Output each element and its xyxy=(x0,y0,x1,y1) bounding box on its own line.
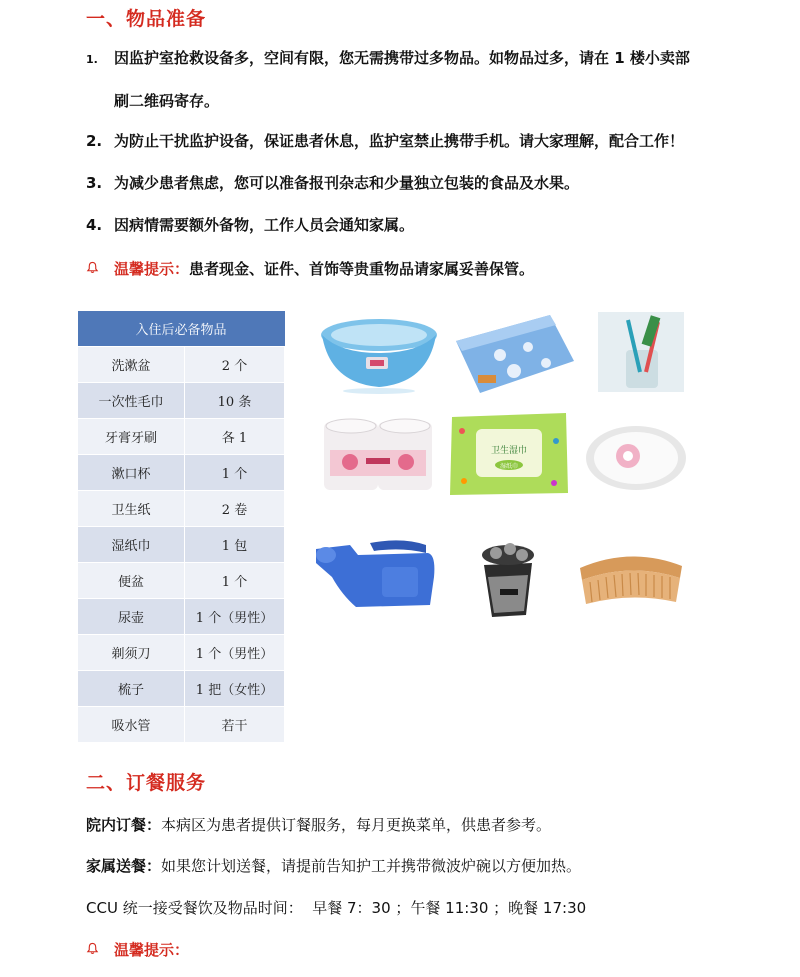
section2-title: 二、订餐服务 xyxy=(86,772,207,794)
table-row xyxy=(78,347,285,383)
table-row xyxy=(78,635,285,671)
paragraph-text: 如果您计划送餐，请提前告知护工并携带微波炉碗以方便加热。 xyxy=(161,857,582,875)
table-row xyxy=(78,527,285,563)
paragraph-label: 院内订餐： xyxy=(86,816,162,834)
paragraph-text: 本病区为患者提供订餐服务，每月更换菜单，供患者参考。 xyxy=(161,816,552,834)
item-text: 为防止干扰监护设备，保证患者休息，监护室禁止携带手机。请大家理解，配合工作！ xyxy=(114,132,685,150)
family-meal-paragraph xyxy=(86,855,581,876)
item-name: 牙膏牙刷 xyxy=(78,419,185,455)
table-row xyxy=(78,455,285,491)
item-quantity: 2 个 xyxy=(185,347,285,383)
item-number: 3. xyxy=(86,174,103,192)
item-quantity: 1 个（男性） xyxy=(185,635,285,671)
table-row xyxy=(78,419,285,455)
item-name: 湿纸巾 xyxy=(78,527,185,563)
table-header: 入住后必备物品 xyxy=(78,311,285,347)
item-quantity: 各 1 xyxy=(185,419,285,455)
table-row xyxy=(78,707,285,743)
item-number: 1. xyxy=(86,53,98,66)
table-row xyxy=(78,383,285,419)
list-item xyxy=(86,131,684,151)
item-quantity: 1 把（女性） xyxy=(185,671,285,707)
item-name: 吸水管 xyxy=(78,707,185,743)
table-header-row xyxy=(78,311,285,347)
tip-label: 温馨提示： xyxy=(114,941,190,959)
section1-title: 一、物品准备 xyxy=(86,8,207,30)
item-quantity: 1 包 xyxy=(185,527,285,563)
item-quantity: 1 个（男性） xyxy=(185,599,285,635)
list-item xyxy=(86,215,414,235)
tip-text: 患者现金、证件、首饰等贵重物品请家属妥善保管。 xyxy=(189,260,535,278)
item-name: 尿壶 xyxy=(78,599,185,635)
toilet-paper-image xyxy=(320,412,436,494)
shaver-image xyxy=(462,537,554,621)
item-text: 因监护室抢救设备多，空间有限，您无需携带过多物品。如物品过多，请在 1 楼小卖部 xyxy=(114,49,690,67)
item-name: 梳子 xyxy=(78,671,185,707)
item-text: 为减少患者焦虑，您可以准备报刊杂志和少量独立包装的食品及水果。 xyxy=(114,174,580,192)
item-quantity: 1 个 xyxy=(185,563,285,599)
urinal-image xyxy=(312,537,436,609)
item-name: 便盆 xyxy=(78,563,185,599)
wipes-sub-label: 湿纸巾 xyxy=(499,463,519,470)
tip-label: 温馨提示： xyxy=(114,260,190,278)
item-text: 因病情需要额外备物，工作人员会通知家属。 xyxy=(114,216,415,234)
paragraph-label: 家属送餐： xyxy=(86,857,162,875)
warm-tip xyxy=(86,939,189,960)
meal-times: CCU 统一接受餐饮及物品时间： 早餐 7：30 ；午餐 11:30 ；晚餐 17:30 xyxy=(86,899,587,917)
wipes-brand-label: 卫生湿巾 xyxy=(490,446,528,456)
item-name: 卫生纸 xyxy=(78,491,185,527)
bell-icon xyxy=(86,942,114,959)
supplies-table xyxy=(77,311,285,743)
item-name: 剃须刀 xyxy=(78,635,185,671)
warm-tip xyxy=(86,258,534,279)
list-item xyxy=(86,48,690,70)
table-row xyxy=(78,491,285,527)
wash-basin-image xyxy=(318,313,440,395)
item-name: 洗漱盆 xyxy=(78,347,185,383)
list-item xyxy=(86,173,579,193)
bedpan-image xyxy=(584,420,688,494)
table-row xyxy=(78,563,285,599)
item-quantity: 1 个 xyxy=(185,455,285,491)
wet-wipes-image xyxy=(446,411,572,497)
item-number: 4. xyxy=(86,216,103,234)
item-quantity: 10 条 xyxy=(185,383,285,419)
table-row xyxy=(78,671,285,707)
bell-icon xyxy=(86,261,114,278)
item-quantity: 若干 xyxy=(185,707,285,743)
table-row xyxy=(78,599,285,635)
item-number: 2. xyxy=(86,132,103,150)
hospital-meal-paragraph xyxy=(86,814,551,835)
item-text-continued: 刷二维码寄存。 xyxy=(114,92,220,110)
toothbrush-cup-image xyxy=(598,312,684,392)
towel-image xyxy=(450,311,578,395)
item-quantity: 2 卷 xyxy=(185,491,285,527)
comb-image xyxy=(576,552,686,608)
item-name: 漱口杯 xyxy=(78,455,185,491)
item-name: 一次性毛巾 xyxy=(78,383,185,419)
